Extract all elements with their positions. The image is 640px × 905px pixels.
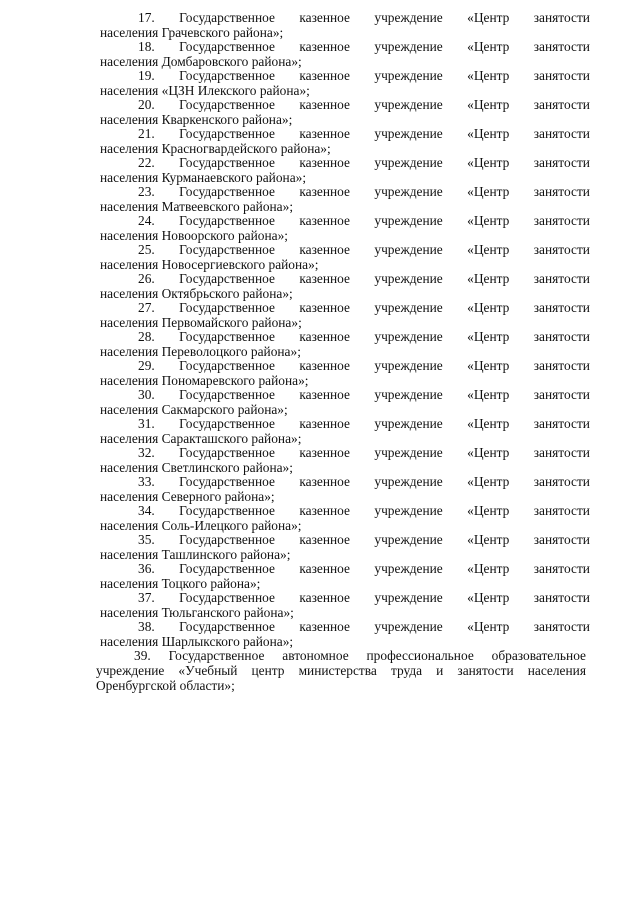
- list-item: 34. Государственное казенное учреждение «Центр занятости населения Соль-Илецкого района»;: [100, 503, 590, 533]
- list-item: 26. Государственное казенное учреждение «Центр занятости населения Октябрьского района»;: [100, 271, 590, 301]
- list-item: 21. Государственное казенное учреждение «Центр занятости населения Красногвардейского района»;: [100, 126, 590, 156]
- list-item: 35. Государственное казенное учреждение «Центр занятости населения Ташлинского района»;: [100, 532, 590, 562]
- list-item: 23. Государственное казенное учреждение «Центр занятости населения Матвеевского района»;: [100, 184, 590, 214]
- list-item: 18. Государственное казенное учреждение «Центр занятости населения Домбаровского района»;: [100, 39, 590, 69]
- list-item: 28. Государственное казенное учреждение «Центр занятости населения Переволоцкого района»;: [100, 329, 590, 359]
- list-item: 24. Государственное казенное учреждение «Центр занятости населения Новоорского района»;: [100, 213, 590, 243]
- list-item: 29. Государственное казенное учреждение «Центр занятости населения Пономаревского района»;: [100, 358, 590, 388]
- list-item: 31. Государственное казенное учреждение «Центр занятости населения Саракташского района»;: [100, 416, 590, 446]
- list-item: 22. Государственное казенное учреждение «Центр занятости населения Курманаевского района»;: [100, 155, 590, 185]
- list-item: 36. Государственное казенное учреждение «Центр занятости населения Тоцкого района»;: [100, 561, 590, 591]
- list-item-39: 39. Государственное автономное профессиональное образовательное учреждение «Учебный центр министерства труда и занятости населения Оренбургской области»;: [96, 648, 586, 693]
- list-item: 17. Государственное казенное учреждение «Центр занятости населения Грачевского района»;: [100, 10, 590, 40]
- list-item: 27. Государственное казенное учреждение «Центр занятости населения Первомайского района»;: [100, 300, 590, 330]
- list-item: 19. Государственное казенное учреждение «Центр занятости населения «ЦЗН Илекского района»;: [100, 68, 590, 98]
- list-item: 38. Государственное казенное учреждение «Центр занятости населения Шарлыкского района»;: [100, 619, 590, 649]
- list-item: 30. Государственное казенное учреждение «Центр занятости населения Сакмарского района»;: [100, 387, 590, 417]
- list-item: 20. Государственное казенное учреждение «Центр занятости населения Кваркенского района»;: [100, 97, 590, 127]
- list-item: 25. Государственное казенное учреждение «Центр занятости населения Новосергиевского района»;: [100, 242, 590, 272]
- list-item: 33. Государственное казенное учреждение «Центр занятости населения Северного района»;: [100, 474, 590, 504]
- list-item: 37. Государственное казенное учреждение «Центр занятости населения Тюльганского района»;: [100, 590, 590, 620]
- list-item: 32. Государственное казенное учреждение «Центр занятости населения Светлинского района»;: [100, 445, 590, 475]
